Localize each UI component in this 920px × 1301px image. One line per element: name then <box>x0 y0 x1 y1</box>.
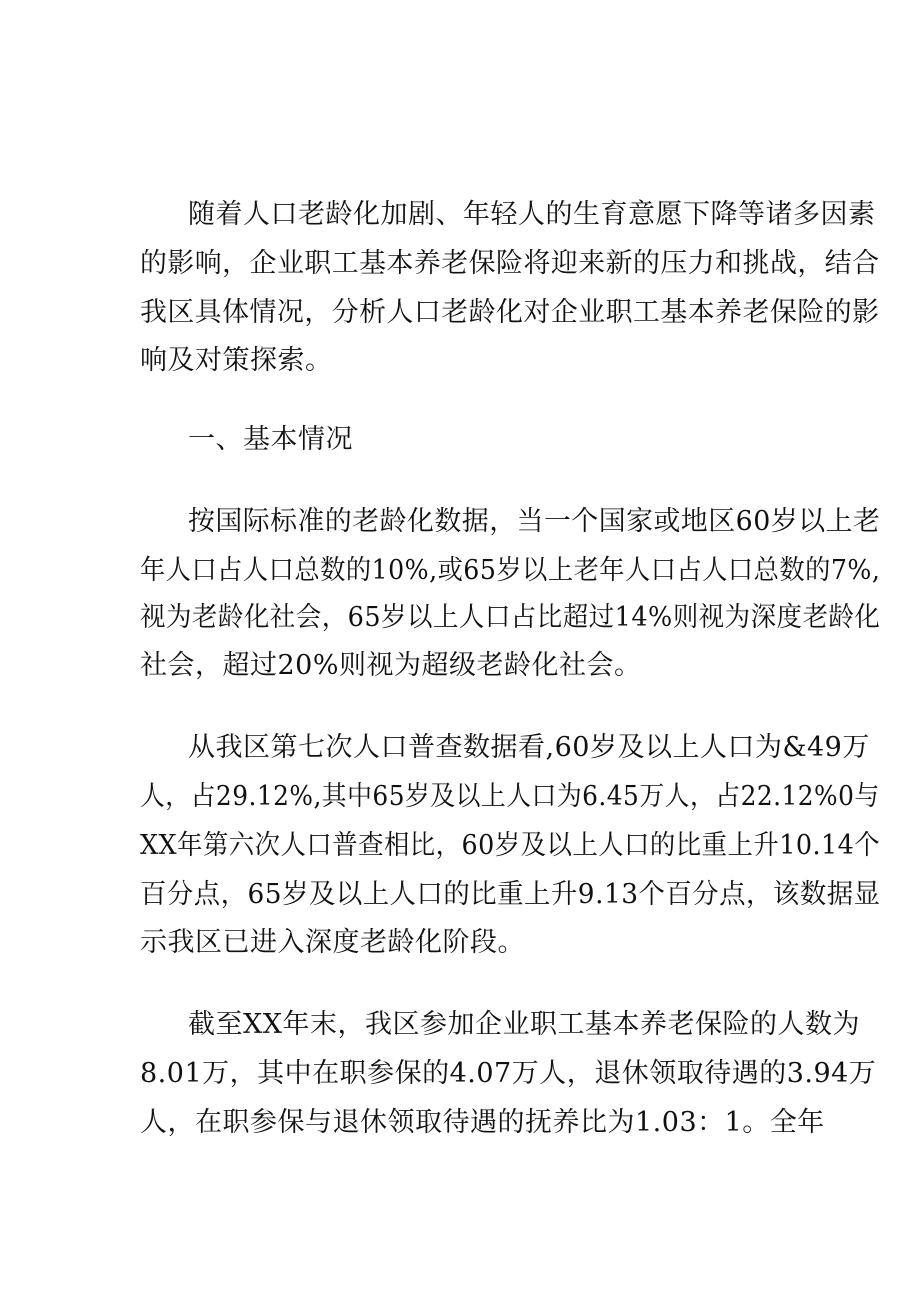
text-line: 的影响，企业职工基本养老保险将迎来新的压力和挑战，结合 <box>140 248 880 279</box>
text-line: 社会，超过20%则视为超级老龄化社会。 <box>140 650 642 681</box>
text-line: 百分点，65岁及以上人口的比重上升9.13个百分点，该数据显 <box>140 879 881 910</box>
text-line: 示我区已进入深度老龄化阶段。 <box>140 927 525 958</box>
text-line: XX年第六次人口普查相比，60岁及以上人口的比重上升10.14个 <box>140 830 881 861</box>
text-line: 随着人口老龄化加剧、年轻人的生育意愿下降等诸多因素 <box>188 199 876 230</box>
text-line: 从我区第七次人口普查数据看,60岁及以上人口为&49万 <box>188 732 870 763</box>
section-heading: 一、基本情况 <box>188 424 353 455</box>
text-line: 截至XX年末，我区参加企业职工基本养老保险的人数为 <box>188 1009 860 1040</box>
text-line: 人，占29.12%,其中65岁及以上人口为6.45万人，占22.12%0与 <box>140 781 880 812</box>
text-line: 视为老龄化社会，65岁以上人口占比超过14%则视为深度老龄化 <box>140 602 881 633</box>
text-line: 人，在职参保与退休领取待遇的抚养比为1.03：1。全年 <box>140 1107 825 1138</box>
text-line: 按国际标准的老龄化数据，当一个国家或地区60岁以上老 <box>188 506 881 537</box>
text-line: 我区具体情况，分析人口老龄化对企业职工基本养老保险的影 <box>140 297 880 328</box>
text-line: 8.01万，其中在职参保的4.07万人，退休领取待遇的3.94万 <box>140 1058 877 1089</box>
text-line: 响及对策探索。 <box>140 345 333 376</box>
text-line: 年人口占人口总数的10%,或65岁以上老年人口占人口总数的7%, <box>140 555 881 586</box>
